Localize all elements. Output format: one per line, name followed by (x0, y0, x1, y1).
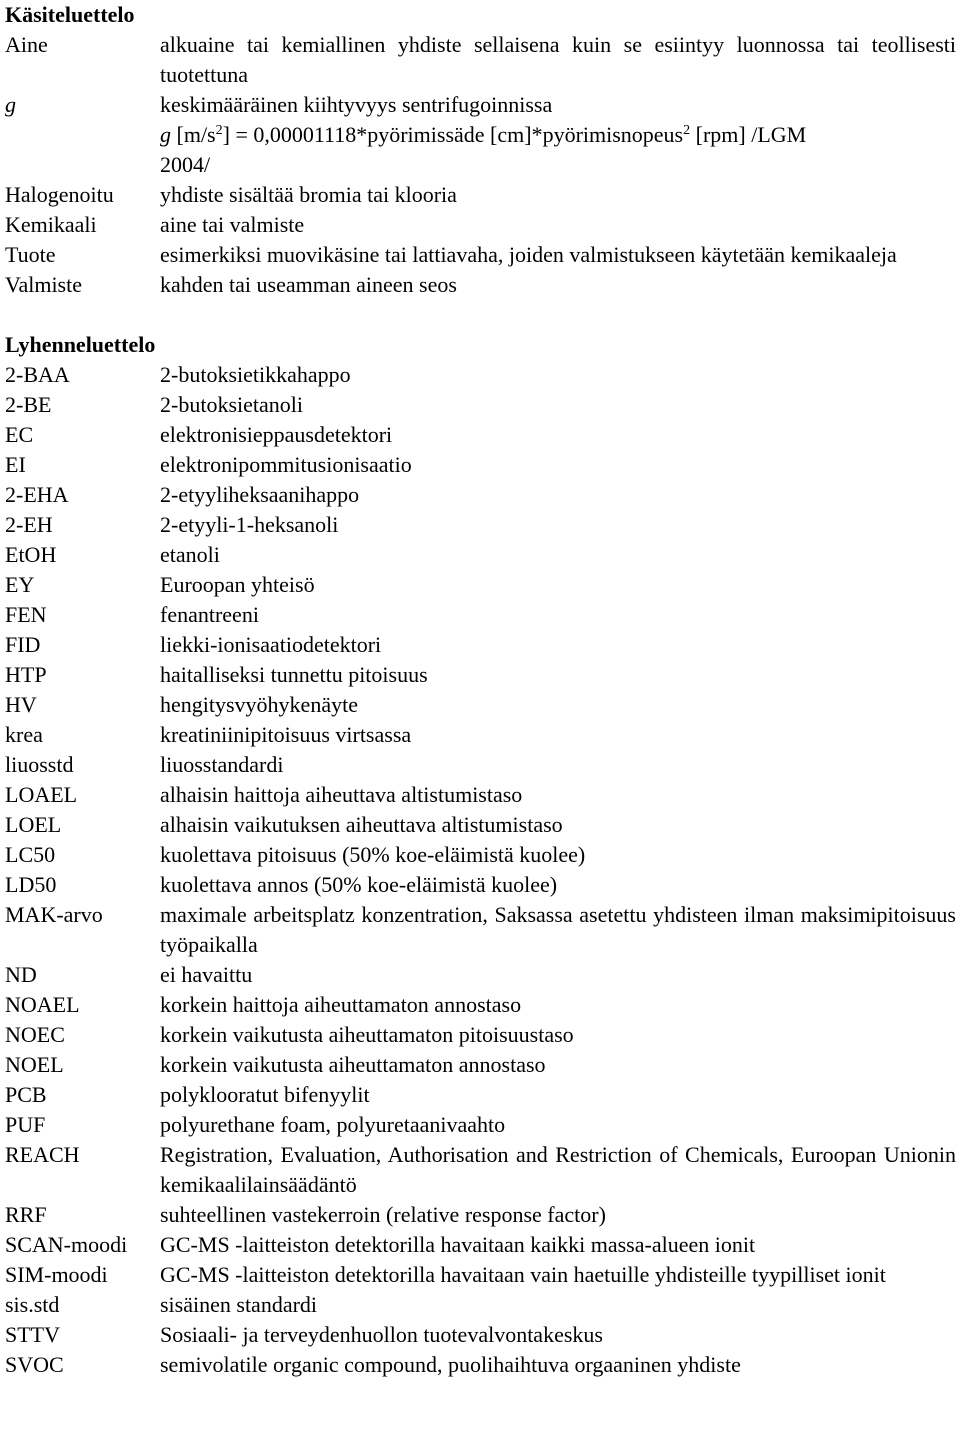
abbreviation-term: MAK-arvo (5, 902, 103, 927)
abbreviation-term: krea (5, 722, 43, 747)
abbreviation-term: PUF (5, 1112, 46, 1137)
abbreviation-term: EY (5, 572, 35, 597)
abbreviation-row (5, 630, 956, 660)
abbreviation-term: REACH (5, 1142, 80, 1167)
formula-exponent-2: 2 (683, 123, 691, 138)
formula-exponent-1: 2 (215, 123, 223, 138)
abbreviation-row (5, 1230, 956, 1260)
abbreviation-definition: polyklooratut bifenyylit (160, 1082, 370, 1107)
abbreviation-row (5, 540, 956, 570)
abbreviation-row (5, 720, 956, 750)
section-spacer (5, 300, 956, 330)
glossary-term: Aine (5, 32, 48, 57)
abbreviation-term: FEN (5, 602, 47, 627)
abbreviation-row (5, 420, 956, 450)
abbreviation-row (5, 1320, 956, 1350)
abbreviation-row (5, 810, 956, 840)
abbreviation-definition: fenantreeni (160, 602, 259, 627)
abbreviation-term: SIM-moodi (5, 1262, 108, 1287)
abbreviation-row (5, 900, 956, 960)
abbreviation-definition: korkein haittoja aiheuttamaton annostaso (160, 992, 522, 1017)
abbreviation-term: NOAEL (5, 992, 80, 1017)
abbreviation-row (5, 1200, 956, 1230)
abbreviation-row (5, 1110, 956, 1140)
abbreviation-row (5, 390, 956, 420)
glossary-row (5, 180, 956, 210)
abbreviation-definition: semivolatile organic compound, puolihaihtuva orgaaninen yhdiste (160, 1352, 741, 1377)
abbreviation-definition: korkein vaikutusta aiheuttamaton annostaso (160, 1052, 546, 1077)
glossary-definition: yhdiste sisältää bromia tai klooria (160, 182, 457, 207)
abbreviation-term: 2-EHA (5, 482, 69, 507)
abbreviation-term: SVOC (5, 1352, 64, 1377)
abbreviation-row (5, 990, 956, 1020)
abbreviation-row (5, 690, 956, 720)
abbreviation-term: LC50 (5, 842, 56, 867)
abbreviation-definition: kuolettava pitoisuus (50% koe-eläimistä kuolee) (160, 842, 586, 867)
abbreviation-term: LOEL (5, 812, 62, 837)
abbreviation-term: EtOH (5, 542, 57, 567)
abbreviation-definition: polyurethane foam, polyuretaanivaahto (160, 1112, 506, 1137)
abbreviation-definition: haitalliseksi tunnettu pitoisuus (160, 662, 428, 687)
abbreviation-row (5, 1350, 956, 1380)
abbreviation-definition: korkein vaikutusta aiheuttamaton pitoisuustaso (160, 1022, 574, 1047)
abbreviation-term: SCAN-moodi (5, 1232, 128, 1257)
abbreviation-row (5, 570, 956, 600)
abbreviation-definition: elektronisieppausdetektori (160, 422, 393, 447)
abbreviation-row (5, 600, 956, 630)
abbreviation-definition: GC-MS -laitteiston detektorilla havaitaan vain haetuille yhdisteille tyypilliset ionit (160, 1262, 886, 1287)
abbreviation-definition: hengitysvyöhykenäyte (160, 692, 358, 717)
abbreviation-row (5, 510, 956, 540)
abbreviation-term: LOAEL (5, 782, 78, 807)
abbreviations-list (5, 360, 956, 1380)
abbreviation-term: RRF (5, 1202, 47, 1227)
abbreviation-definition: kuolettava annos (50% koe-eläimistä kuolee) (160, 872, 558, 897)
abbreviation-term: 2-EH (5, 512, 53, 537)
abbreviation-term: EI (5, 452, 26, 477)
abbreviation-row (5, 660, 956, 690)
abbreviations-heading: Lyhenneluettelo (5, 332, 156, 357)
abbreviation-row (5, 450, 956, 480)
abbreviation-term: 2-BE (5, 392, 52, 417)
abbreviation-term: LD50 (5, 872, 57, 897)
abbreviation-row (5, 360, 956, 390)
abbreviation-definition: Euroopan yhteisö (160, 572, 315, 597)
abbreviation-row (5, 1020, 956, 1050)
abbreviation-row (5, 1080, 956, 1110)
abbreviation-definition: 2-etyyliheksaanihappo (160, 482, 360, 507)
abbreviation-term: HTP (5, 662, 47, 687)
formula-part-1: [m/s (176, 122, 216, 147)
abbreviation-term: sis.std (5, 1292, 60, 1317)
glossary-definition-text: keskimääräinen kiihtyvyys sentrifugoinnissa (160, 92, 553, 117)
glossary-definition: alkuaine tai kemiallinen yhdiste sellaisena kuin se esiintyy luonnossa tai teollisesti tuotettuna (160, 32, 956, 87)
formula-symbol: g (160, 122, 171, 147)
abbreviation-row (5, 1290, 956, 1320)
document (5, 0, 956, 1380)
glossary-row (5, 240, 956, 270)
glossary-definition: esimerkiksi muovikäsine tai lattiavaha, joiden valmistukseen käytetään kemikaaleja (160, 242, 897, 267)
glossary-term: Valmiste (5, 272, 82, 297)
abbreviation-definition: Sosiaali- ja terveydenhuollon tuotevalvontakeskus (160, 1322, 603, 1347)
abbreviation-definition: kreatiniinipitoisuus virtsassa (160, 722, 412, 747)
abbreviation-row (5, 960, 956, 990)
abbreviation-definition: etanoli (160, 542, 220, 567)
glossary-term: Halogenoitu (5, 182, 114, 207)
glossary-row (5, 270, 956, 300)
abbreviation-definition: GC-MS -laitteiston detektorilla havaitaan kaikki massa-alueen ionit (160, 1232, 756, 1257)
abbreviation-term: ND (5, 962, 37, 987)
formula-part-2: ] = 0,00001118*pyörimissäde [cm]*pyörimisnopeus (222, 122, 684, 147)
glossary-definition: kahden tai useamman aineen seos (160, 272, 457, 297)
abbreviation-term: 2-BAA (5, 362, 70, 387)
abbreviation-definition: maximale arbeitsplatz konzentration, Saksassa asetettu yhdisteen ilman maksimipitoisuus työpaikalla (160, 902, 956, 957)
glossary-term: Tuote (5, 242, 56, 267)
abbreviation-term: FID (5, 632, 41, 657)
abbreviation-definition: suhteellinen vastekerroin (relative response factor) (160, 1202, 606, 1227)
abbreviation-term: liuosstd (5, 752, 74, 777)
abbreviation-row (5, 480, 956, 510)
abbreviation-row (5, 750, 956, 780)
formula-part-3: [rpm] /LGM (695, 122, 807, 147)
centrifuge-formula (160, 120, 956, 150)
abbreviation-definition: 2-butoksietanoli (160, 392, 303, 417)
abbreviation-row (5, 1050, 956, 1080)
abbreviation-row (5, 870, 956, 900)
abbreviation-definition: 2-butoksietikkahappo (160, 362, 351, 387)
glossary-row (5, 210, 956, 240)
glossary-row (5, 30, 956, 90)
formula-reference: 2004/ (160, 152, 211, 177)
glossary-heading: Käsiteluettelo (5, 2, 135, 27)
glossary-definition (160, 90, 956, 180)
glossary-definition: aine tai valmiste (160, 212, 305, 237)
abbreviation-row (5, 780, 956, 810)
abbreviation-term: NOEL (5, 1052, 64, 1077)
glossary-term: g (5, 92, 16, 117)
abbreviation-term: NOEC (5, 1022, 65, 1047)
abbreviation-term: HV (5, 692, 37, 717)
abbreviation-row (5, 1260, 956, 1290)
abbreviation-definition: liuosstandardi (160, 752, 284, 777)
abbreviation-definition: alhaisin haittoja aiheuttava altistumistaso (160, 782, 523, 807)
glossary-list (5, 30, 956, 300)
abbreviation-definition: sisäinen standardi (160, 1292, 318, 1317)
abbreviation-definition: Registration, Evaluation, Authorisation and Restriction of Chemicals, Euroopan Unionin kemikaalilainsäädäntö (160, 1142, 956, 1197)
abbreviation-term: EC (5, 422, 34, 447)
abbreviation-definition: liekki-ionisaatiodetektori (160, 632, 382, 657)
glossary-row (5, 90, 956, 180)
abbreviation-definition: alhaisin vaikutuksen aiheuttava altistumistaso (160, 812, 563, 837)
abbreviation-row (5, 1140, 956, 1200)
abbreviation-definition: elektronipommitusionisaatio (160, 452, 412, 477)
abbreviation-term: STTV (5, 1322, 60, 1347)
abbreviation-definition: ei havaittu (160, 962, 253, 987)
abbreviation-definition: 2-etyyli-1-heksanoli (160, 512, 339, 537)
abbreviation-term: PCB (5, 1082, 47, 1107)
glossary-term: Kemikaali (5, 212, 97, 237)
abbreviation-row (5, 840, 956, 870)
